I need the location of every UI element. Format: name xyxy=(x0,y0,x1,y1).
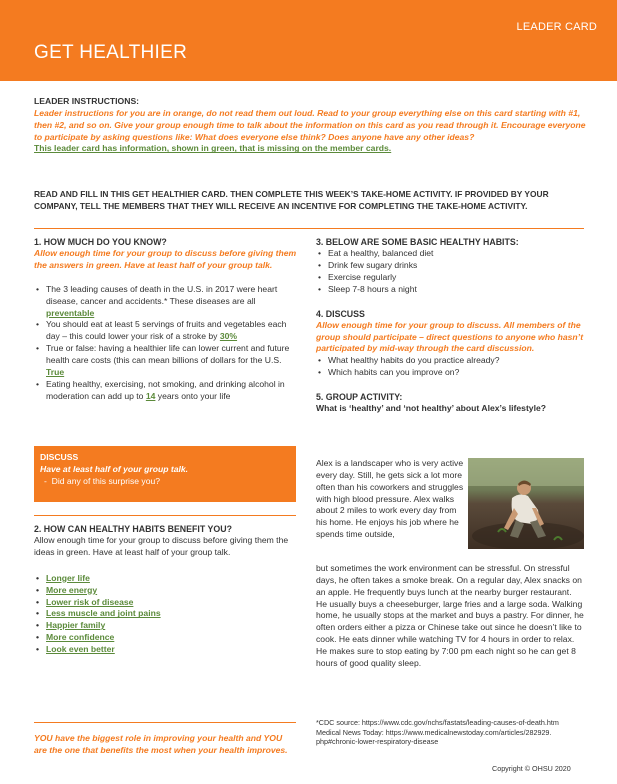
citation-line: php#chronic-lower-respiratory-disease xyxy=(316,737,439,747)
list-item: • Drink few sugary drinks xyxy=(316,260,584,272)
list-item xyxy=(34,343,298,379)
list-item: • What healthy habits do you practice already? xyxy=(316,355,584,367)
discuss-instructions: Have at least half of your group talk. xyxy=(40,463,189,474)
page-title: GET HEALTHIER xyxy=(34,42,188,63)
source-citations xyxy=(316,718,584,747)
section3-heading: 3. BELOW ARE SOME BASIC HEALTHY HABITS: xyxy=(316,237,519,247)
list-item xyxy=(34,379,298,403)
list-item: • More confidence xyxy=(34,632,298,644)
discuss-item: - Did any of this surprise you? xyxy=(44,475,161,486)
header-banner xyxy=(0,0,617,81)
right-column xyxy=(316,236,584,415)
section2 xyxy=(34,523,298,656)
section1-instructions: Allow enough time for your group to discuss before giving them the answers in green. Have at least half of your group talk. xyxy=(34,248,297,270)
section2-heading: 2. HOW CAN HEALTHY HABITS BENEFIT YOU? xyxy=(34,524,232,534)
footer-quote: YOU have the biggest role in improving your health and YOU are the one that benefits the most when your health improves. xyxy=(34,733,288,755)
bullet-text: True or false: having a healthier life can lower current and future health care costs (this can mean billions of dollars for the U.S. xyxy=(46,343,290,365)
section-divider xyxy=(34,722,296,723)
list-item: • Lower risk of disease xyxy=(34,597,298,609)
section2-text: Allow enough time for your group to discuss before giving them the ideas in green. Have at least half of your group talk. xyxy=(34,535,289,557)
photo-illustration xyxy=(468,458,584,549)
section3-list xyxy=(316,248,584,295)
instructions-orange-text: Leader instructions for you are in orange, do not read them out loud. Read to your group everything else on this card starting with #1, then #2, and so on. Give your group enough time to talk about the information on this card as you read through it. Encourage everyone to participate by asking questions like: What does everyone else think? Does anyone have any other ideas? xyxy=(34,107,586,142)
list-item: • More energy xyxy=(34,585,298,597)
list-item: • Eat a healthy, balanced diet xyxy=(316,248,584,260)
instructions-green-text: This leader card has information, shown in green, that is missing on the member cards. xyxy=(34,143,392,154)
bullet-text-after: years onto your life xyxy=(155,390,231,401)
answer-blank: True xyxy=(46,366,65,377)
section1-list xyxy=(34,284,298,403)
section4-heading: 4. DISCUSS xyxy=(316,308,365,319)
citation-line: *CDC source: https://www.cdc.gov/nchs/fastats/leading-causes-of-death.htm xyxy=(316,718,559,727)
read-and-fill-text: READ AND FILL IN THIS GET HEALTHIER CARD. THEN COMPLETE THIS WEEK’S TAKE-HOME ACTIVITY. IF PROVIDED BY YOUR COMPANY, TELL THE MEMBERS THAT THEY WILL RECEIVE AN INCENTIVE FOR COMPLETING THE TAKE-HOME ACTIVITY. xyxy=(34,189,549,211)
section-divider xyxy=(34,228,584,229)
section4-list xyxy=(316,355,584,379)
story-wide: but sometimes the work environment can be stressful. On stressful days, he often takes a smoke break. On a regular day, Alex snacks on an apple. He frequently buys lunch at the nearby burger restaurant. He usually buys a cheeseburger, large fries and a large soda. Walking home, he usually stops at the market and buys a pastry. For dinner, he often orders either a pizza or Chinese take out since he doesn’t like to cook. He eats dinner while watching TV for 4 hours in order to relax. He makes sure to stop eating by 7:00 pm each night so he can get 8 hours of good quality sleep. xyxy=(316,563,584,668)
bullet-text: You should eat at least 5 servings of fruits and vegetables each day – this could lower your risk of a stroke by xyxy=(46,319,287,342)
list-item xyxy=(34,319,298,343)
copyright: Copyright © OHSU 2020 xyxy=(492,764,571,773)
discuss-title: DISCUSS xyxy=(40,452,79,462)
bullet-text: Eating healthy, exercising, not smoking, and drinking alcohol in moderation can add up to xyxy=(46,378,285,401)
leader-instructions xyxy=(34,96,588,155)
discuss-box xyxy=(34,446,296,502)
section2-list xyxy=(34,573,298,656)
section5-heading: 5. GROUP ACTIVITY: xyxy=(316,391,403,402)
bullet-text: The 3 leading causes of death in the U.S. in 2017 were heart disease, cancer and accidents.* These diseases are all xyxy=(46,283,278,306)
left-column xyxy=(34,236,298,402)
list-item: • Sleep 7-8 hours a night xyxy=(316,284,584,296)
discuss-item-text: Did any of this surprise you? xyxy=(51,475,161,486)
section1-heading: 1. HOW MUCH DO YOU KNOW? xyxy=(34,237,167,247)
instructions-heading: LEADER INSTRUCTIONS: xyxy=(34,96,140,106)
citation-line: Medical News Today: https://www.medicalnewstoday.com/articles/282929. xyxy=(316,727,552,737)
section5-subheading: What is ‘healthy’ and ‘not healthy’ about Alex’s lifestyle? xyxy=(316,403,547,414)
list-item: • Longer life xyxy=(34,573,298,585)
list-item: • Look even better xyxy=(34,644,298,656)
answer-blank: preventable xyxy=(46,307,95,318)
card-label: LEADER CARD xyxy=(516,21,597,33)
section-divider xyxy=(34,515,296,516)
list-item: • Exercise regularly xyxy=(316,272,584,284)
list-item: • Which habits can you improve on? xyxy=(316,367,584,379)
section4-instructions: Allow enough time for your group to discuss. All members of the group should participate – direct questions to anyone who hasn’t participated by mid-way through the card discussion. xyxy=(316,319,584,354)
answer-blank: 30% xyxy=(219,331,238,342)
list-item: • Happier family xyxy=(34,620,298,632)
list-item xyxy=(34,284,298,320)
story-narrow: Alex is a landscaper who is very active every day. Still, he gets sick a lot more often than his coworkers and struggles with high blood pressure. Alex walks about 2 miles to work every day from his home. He enjoys his job where he spends time outside, xyxy=(316,458,464,540)
alex-landscaper-photo xyxy=(468,458,584,549)
list-item: • Less muscle and joint pains xyxy=(34,608,298,620)
answer-blank: 14 xyxy=(145,390,156,401)
